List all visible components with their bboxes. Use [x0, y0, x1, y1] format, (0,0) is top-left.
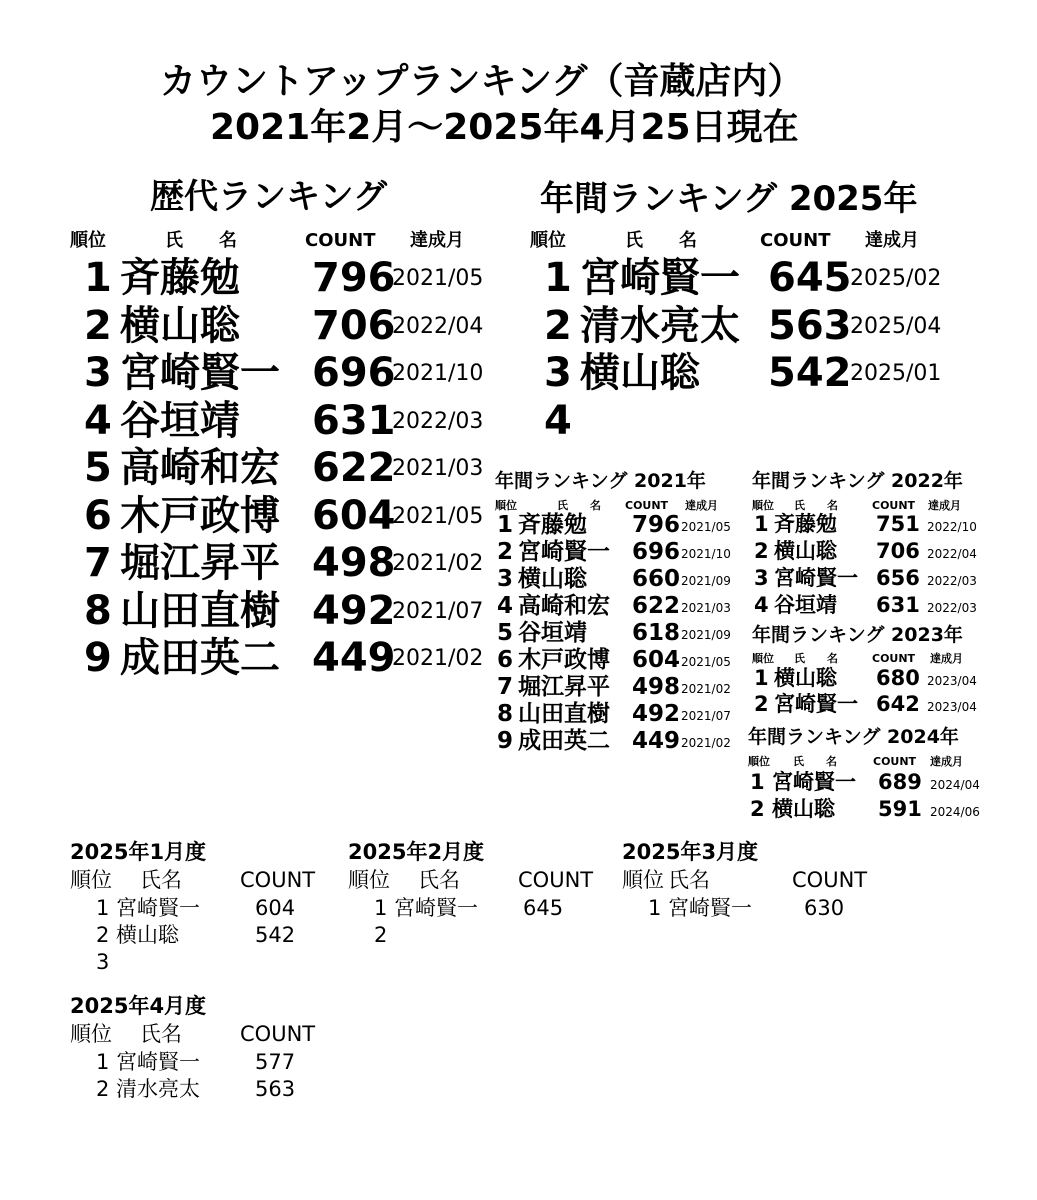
header-count-label: COUNT: [872, 499, 916, 512]
header-name-label: 氏 名: [794, 499, 838, 512]
row-month: 2021/09: [681, 628, 731, 642]
row-name: 堀江昇平: [518, 674, 610, 700]
row-name: 宮崎賢一: [772, 770, 856, 794]
row-name: 宮崎賢一: [774, 692, 858, 716]
row-count: 696: [632, 539, 681, 565]
header-count-label: COUNT: [872, 652, 916, 665]
row-rank: 2: [96, 923, 110, 947]
page-subtitle: 2021年2月～2025年4月25日現在: [210, 107, 799, 148]
ranking-title: 年間ランキング 2021年: [495, 470, 706, 492]
row-rank: 4: [754, 593, 769, 617]
row-rank: 2: [544, 302, 572, 349]
row-name: 宮崎賢一: [668, 896, 752, 920]
row-month: 2022/03: [392, 408, 484, 434]
row-rank: 7: [84, 540, 112, 586]
header-month-label: 達成月: [410, 230, 464, 251]
row-count: 630: [804, 896, 845, 920]
row-name: 斉藤勉: [120, 255, 240, 301]
row-name: 宮崎賢一: [120, 350, 280, 396]
header-month-label: 達成月: [930, 755, 963, 768]
row-count: 696: [312, 350, 396, 396]
row-rank: 2: [750, 797, 765, 821]
row-count: 604: [312, 492, 396, 539]
row-name: 横山聡: [580, 350, 700, 396]
row-count: 563: [768, 302, 852, 349]
header-count-label: COUNT: [240, 1022, 316, 1046]
row-month: 2022/03: [927, 601, 977, 615]
row-month: 2021/02: [681, 736, 731, 750]
row-name: 山田直樹: [120, 587, 280, 634]
row-rank: 2: [96, 1077, 110, 1101]
header-name-label: 氏名: [668, 868, 710, 892]
row-name: 宮崎賢一: [394, 896, 478, 920]
row-name: 横山聡: [518, 566, 587, 592]
row-month: 2025/04: [850, 313, 942, 339]
header-name-label: 氏名: [418, 868, 460, 892]
row-name: 横山聡: [772, 797, 835, 821]
row-name: 斉藤勉: [774, 512, 837, 536]
header-month-label: 達成月: [930, 652, 963, 665]
row-name: 木戸政博: [120, 492, 280, 539]
row-count: 631: [876, 593, 920, 617]
row-rank: 6: [497, 647, 514, 673]
row-month: 2021/05: [681, 655, 731, 669]
row-month: 2021/05: [681, 520, 731, 534]
row-name: 横山聡: [116, 923, 179, 947]
row-name: 谷垣靖: [518, 620, 587, 646]
header-name-label: 氏 名: [557, 499, 601, 512]
header-count-label: COUNT: [625, 499, 669, 512]
header-name-label: 氏 名: [794, 652, 838, 665]
header-month-label: 達成月: [865, 230, 919, 251]
row-count: 498: [312, 540, 396, 586]
ranking-title: 歴代ランキング: [150, 177, 387, 217]
row-name: 清水亮太: [116, 1077, 200, 1101]
row-count: 563: [255, 1077, 296, 1101]
row-rank: 9: [497, 728, 514, 754]
row-rank: 3: [96, 950, 110, 974]
header-count-label: COUNT: [873, 755, 917, 768]
row-rank: 1: [374, 896, 388, 920]
monthly-title: 2025年4月度: [70, 994, 207, 1018]
row-rank: 2: [754, 539, 769, 563]
ranking-title: 年間ランキング 2022年: [752, 470, 963, 492]
row-count: 622: [312, 445, 396, 491]
row-name: 清水亮太: [580, 302, 740, 349]
row-count: 796: [632, 512, 681, 538]
row-month: 2022/04: [927, 547, 977, 561]
row-rank: 2: [374, 923, 388, 947]
header-count-label: COUNT: [305, 230, 376, 251]
row-rank: 3: [544, 350, 572, 396]
header-month-label: 達成月: [685, 499, 718, 512]
row-rank: 1: [648, 896, 662, 920]
header-rank-label: 順位: [752, 652, 774, 665]
header-name-label: 氏 名: [793, 755, 837, 768]
header-name-label: 氏名: [140, 1022, 182, 1046]
row-count: 645: [768, 255, 852, 301]
row-name: 高崎和宏: [518, 593, 610, 619]
row-count: 796: [312, 255, 396, 301]
row-name: 斉藤勉: [518, 512, 587, 538]
row-rank: 1: [84, 255, 112, 301]
row-count: 631: [312, 397, 396, 444]
row-month: 2021/03: [681, 601, 731, 615]
monthly-title: 2025年3月度: [622, 840, 759, 864]
row-count: 492: [632, 701, 681, 727]
ranking-title: 年間ランキング 2024年: [748, 726, 959, 748]
row-count: 645: [523, 896, 564, 920]
row-month: 2022/10: [927, 520, 977, 534]
monthly-title: 2025年2月度: [348, 840, 485, 864]
row-name: 宮崎賢一: [580, 255, 740, 301]
row-month: 2025/02: [850, 266, 942, 291]
row-rank: 3: [84, 350, 112, 396]
row-name: 横山聡: [774, 539, 837, 563]
row-count: 680: [876, 666, 920, 690]
header-count-label: COUNT: [518, 868, 594, 892]
row-count: 706: [876, 539, 920, 563]
row-month: 2021/05: [392, 266, 484, 291]
row-rank: 7: [497, 674, 514, 700]
row-name: 横山聡: [120, 302, 240, 349]
row-count: 604: [632, 647, 681, 673]
row-count: 591: [878, 797, 922, 821]
row-name: 宮崎賢一: [116, 1050, 200, 1074]
row-rank: 2: [497, 539, 514, 565]
row-rank: 2: [754, 692, 769, 716]
header-name-label: 氏 名: [165, 230, 237, 251]
row-name: 谷垣靖: [774, 593, 837, 617]
row-rank: 1: [754, 512, 769, 536]
row-count: 492: [312, 587, 396, 634]
row-month: 2024/04: [930, 778, 980, 792]
ranking-title: 年間ランキング 2023年: [752, 624, 963, 646]
row-rank: 5: [497, 620, 514, 646]
row-month: 2021/03: [392, 456, 484, 481]
row-month: 2021/07: [681, 709, 731, 723]
header-count-label: COUNT: [240, 868, 316, 892]
row-month: 2022/04: [392, 313, 484, 339]
row-rank: 1: [544, 255, 572, 301]
row-month: 2021/07: [392, 598, 484, 624]
row-count: 542: [255, 923, 296, 947]
row-name: 成田英二: [120, 635, 280, 681]
row-month: 2021/02: [392, 646, 484, 671]
row-rank: 1: [96, 896, 110, 920]
row-month: 2021/05: [392, 503, 484, 529]
row-month: 2021/10: [392, 361, 484, 386]
row-name: 横山聡: [774, 666, 837, 690]
row-count: 498: [632, 674, 681, 700]
row-count: 618: [632, 620, 681, 646]
header-name-label: 氏名: [140, 868, 182, 892]
header-rank-label: 順位: [70, 868, 112, 892]
row-rank: 1: [497, 512, 514, 538]
row-name: 宮崎賢一: [774, 566, 858, 590]
row-rank: 9: [84, 635, 112, 681]
row-count: 604: [255, 896, 296, 920]
page-title: カウントアップランキング（音蔵店内）: [160, 61, 804, 102]
row-name: 宮崎賢一: [518, 539, 610, 565]
header-rank-label: 順位: [752, 499, 774, 512]
row-month: 2025/01: [850, 361, 942, 386]
row-count: 656: [876, 566, 920, 590]
row-count: 642: [876, 692, 920, 716]
row-rank: 2: [84, 302, 112, 349]
row-rank: 1: [750, 770, 765, 794]
header-rank-label: 順位: [622, 868, 664, 892]
row-name: 成田英二: [518, 728, 610, 754]
row-rank: 1: [754, 666, 769, 690]
row-count: 449: [632, 728, 681, 754]
row-month: 2021/02: [681, 682, 731, 696]
row-month: 2024/06: [930, 805, 980, 819]
header-count-label: COUNT: [760, 230, 831, 251]
header-count-label: COUNT: [792, 868, 868, 892]
row-count: 449: [312, 635, 396, 681]
row-count: 622: [632, 593, 681, 619]
row-month: 2021/02: [392, 551, 484, 576]
row-rank: 3: [497, 566, 514, 592]
header-rank-label: 順位: [748, 755, 770, 768]
monthly-title: 2025年1月度: [70, 840, 207, 864]
header-rank-label: 順位: [348, 868, 390, 892]
ranking-title: 年間ランキング 2025年: [540, 179, 918, 219]
row-rank: 5: [84, 445, 112, 491]
row-month: 2021/09: [681, 574, 731, 588]
row-count: 689: [878, 770, 922, 794]
row-month: 2021/10: [681, 547, 731, 561]
header-rank-label: 順位: [530, 230, 566, 251]
row-rank: 1: [96, 1050, 110, 1074]
row-count: 706: [312, 302, 396, 349]
row-rank: 8: [497, 701, 514, 727]
row-month: 2023/04: [927, 700, 977, 714]
row-name: 谷垣靖: [120, 397, 240, 444]
row-count: 577: [255, 1050, 296, 1074]
row-name: 木戸政博: [518, 647, 610, 673]
row-count: 751: [876, 512, 920, 536]
row-month: 2022/03: [927, 574, 977, 588]
row-count: 542: [768, 350, 852, 396]
row-count: 660: [632, 566, 681, 592]
header-rank-label: 順位: [495, 499, 517, 512]
row-rank: 3: [754, 566, 769, 590]
header-name-label: 氏 名: [625, 230, 697, 251]
row-rank: 4: [497, 593, 514, 619]
row-month: 2023/04: [927, 674, 977, 688]
row-name: 堀江昇平: [120, 540, 280, 586]
row-rank: 4: [544, 397, 572, 444]
row-rank: 4: [84, 397, 112, 444]
header-month-label: 達成月: [928, 499, 961, 512]
row-name: 高崎和宏: [120, 445, 280, 491]
header-rank-label: 順位: [70, 230, 106, 251]
row-rank: 6: [84, 492, 112, 539]
row-name: 宮崎賢一: [116, 896, 200, 920]
row-name: 山田直樹: [518, 701, 610, 727]
row-rank: 8: [84, 587, 112, 634]
header-rank-label: 順位: [70, 1022, 112, 1046]
